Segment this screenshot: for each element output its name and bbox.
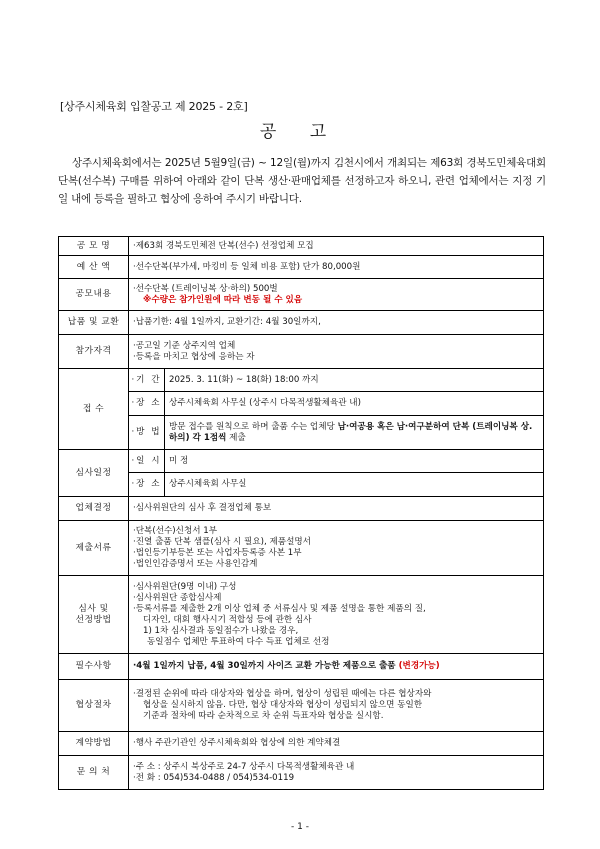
negotiation-line: 기준과 절차에 따라 순차적으로 차 순위 득표자와 협상을 실시함.	[143, 711, 384, 721]
value-review-date: 미 정	[165, 450, 544, 473]
review-method-label-1: 심사 및	[78, 603, 109, 614]
row-negotiation	[59, 680, 544, 732]
value-budget: ·선수단복(부가세, 마킹비 등 일체 비용 포함) 단가 80,000원	[129, 256, 544, 279]
value-contract: ·행사 주관기관인 상주시체육회와 협상에 의한 계약체결	[129, 732, 544, 756]
method-plain: 방문 접수를 원칙으로 하며 출품 수는 업체당	[169, 421, 338, 432]
notice-table	[58, 236, 544, 790]
value-inquiry	[129, 756, 544, 790]
value-contest-name: ·제63회 경북도민체전 단복(선수) 선정업체 모집	[129, 237, 544, 256]
row-decision	[59, 497, 544, 521]
value-eligibility	[129, 335, 544, 369]
notes-red: (변경가능)	[398, 661, 440, 671]
label-documents: 제출서류	[59, 521, 129, 576]
sublabel-review-place: ·장 소	[129, 473, 165, 497]
label-inquiry: 문 의 처	[59, 756, 129, 790]
review-method-line: 디자인, 대회 행사시기 적합성 등에 관한 심사	[143, 614, 312, 625]
label-contest-name: 공 모 명	[59, 237, 129, 256]
intro-text: 상주시체육회에서는 2025년 5월9일(금) ~ 12일(월)까지 김천시에서 개최되는 제63회 경북도민체육대회 단복(선수복) 구매를 위하여 아래와 같이 단복 생산·판매업체를 선정하고자 하오니, 관련 업체에서는 지정 기일 내에 등록을 필하고 협상에 응하여 주시기 바랍니다.	[58, 157, 546, 205]
label-eligibility: 참가자격	[59, 335, 129, 369]
label-budget: 예 산 액	[59, 256, 129, 279]
row-delivery	[59, 311, 544, 335]
sublabel-reception-period: ·기 간	[129, 369, 165, 392]
documents-line: ·법인인감증명서 또는 사용인감계	[133, 559, 258, 569]
row-contents	[59, 279, 544, 311]
notice-reference-number: [상주시체육회 입찰공고 제 2025 - 2호]	[60, 100, 248, 113]
sublabel-reception-place: ·장 소	[129, 392, 165, 416]
eligibility-line-2: ·등록을 마치고 협상에 응하는 자	[133, 351, 255, 362]
label-review-method	[59, 576, 129, 654]
value-negotiation	[129, 680, 544, 732]
row-contest-name	[59, 237, 544, 256]
intro-paragraph	[58, 154, 546, 208]
value-review-place: 상주시체육회 사무실	[165, 473, 544, 497]
contents-quantity-note: ※수량은 참가인원에 따라 변동 될 수 있음	[143, 294, 303, 305]
row-reception-method	[59, 416, 544, 450]
label-decision: 업체결정	[59, 497, 129, 521]
value-contents	[129, 279, 544, 311]
row-reception-place	[59, 392, 544, 416]
review-method-line: ·심사위원단 종합심사제	[133, 592, 222, 603]
row-reception-period	[59, 369, 544, 392]
value-documents	[129, 521, 544, 576]
row-inquiry	[59, 756, 544, 790]
negotiation-line: 협상을 실시하지 않음. 다만, 협상 대상자와 협상이 성립되지 않으면 동일한	[143, 700, 423, 710]
label-contract: 계약방법	[59, 732, 129, 756]
row-notes	[59, 654, 544, 680]
inquiry-phone: ·전 화 : 054)534-0488 / 054)534-0119	[133, 772, 295, 783]
page-number: - 1 -	[291, 822, 309, 832]
review-method-line: 동일점수 업체만 투표하여 다수 득표 업체로 선정	[147, 636, 330, 647]
sublabel-review-date: ·일 시	[129, 450, 165, 473]
label-contents: 공모내용	[59, 279, 129, 311]
label-negotiation: 협상절차	[59, 680, 129, 732]
label-reception: 접 수	[59, 369, 129, 450]
page-title: 공 고	[259, 122, 341, 142]
row-review-place	[59, 473, 544, 497]
negotiation-line: ·결정된 순위에 따라 대상자와 협상을 하며, 협상이 성립된 때에는 다른 협상자와	[133, 689, 432, 699]
row-eligibility	[59, 335, 544, 369]
review-method-line: 1) 1차 심사결과 동일점수가 나왔을 경우,	[143, 625, 299, 636]
value-delivery: ·납품기한: 4월 1일까지, 교환기간: 4월 30일까지,	[129, 311, 544, 335]
value-reception-period: 2025. 3. 11(화) ~ 18(화) 18:00 까지	[165, 369, 544, 392]
contents-line-1: ·선수단복 (트레이닝복 상·하의) 500벌	[133, 283, 278, 294]
inquiry-address: ·주 소 : 상주시 북상주로 24-7 상주시 다목적생활체육관 내	[133, 761, 355, 772]
sublabel-reception-method: ·방 법	[129, 416, 165, 450]
value-review-method	[129, 576, 544, 654]
review-method-line: ·심사위원단(9명 이내) 구성	[133, 581, 237, 592]
label-review-schedule: 심사일정	[59, 450, 129, 497]
eligibility-line-1: ·공고일 기준 상주지역 업체	[133, 340, 236, 351]
label-delivery: 납품 및 교환	[59, 311, 129, 335]
method-end: 제출	[226, 432, 246, 443]
row-review-date	[59, 450, 544, 473]
notes-bold: ·4월 1일까지 납품, 4월 30일까지 사이즈 교환 가능한 제품으로 출품	[133, 661, 399, 671]
row-documents	[59, 521, 544, 576]
review-method-label-2: 선정방법	[75, 614, 112, 625]
method-bold: 남·여공용 혹은 남·여구분하여 단복 (트레이닝복 상.하의) 각 1점씩	[169, 421, 533, 443]
row-review-method	[59, 576, 544, 654]
review-method-line: ·등록서류를 제출한 2개 이상 업체 중 서류심사 및 제품 설명을 통한 제품의 질,	[133, 603, 426, 614]
row-contract	[59, 732, 544, 756]
documents-line: ·진열 출품 단복 샘플(심사 시 필요), 제품설명서	[133, 537, 311, 547]
value-decision: ·심사위원단의 심사 후 결정업체 통보	[129, 497, 544, 521]
documents-line: ·단복(선수)신청서 1부	[133, 526, 218, 536]
row-budget	[59, 256, 544, 279]
value-notes	[129, 654, 544, 680]
label-notes: 필수사항	[59, 654, 129, 680]
value-reception-place: 상주시체육회 사무실 (상주시 다목적생활체육관 내)	[165, 392, 544, 416]
value-reception-method	[165, 416, 544, 450]
documents-line: ·법인등기부등본 또는 사업자등록증 사본 1부	[133, 548, 302, 558]
